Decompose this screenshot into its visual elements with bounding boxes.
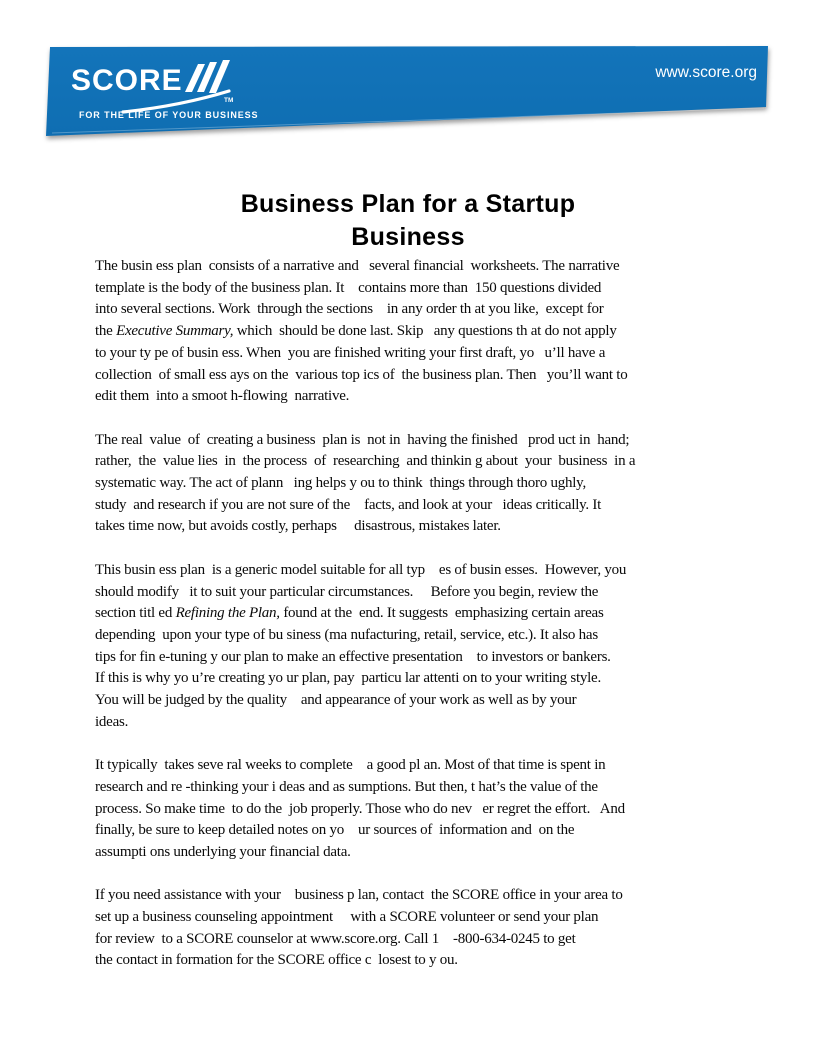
text-line: You will be judged by the quality and appearance of your work as well as by your <box>95 692 577 709</box>
paragraph <box>95 430 735 539</box>
text-line: section titl ed Refining the Plan, found at the end. It suggests emphasizing certain areas <box>95 605 604 622</box>
page-title-line1: Business Plan for a Startup <box>240 190 576 218</box>
text-line: the contact in formation for the SCORE office c losest to y ou. <box>95 952 458 969</box>
paragraph <box>95 560 735 734</box>
text-line: If this is why yo u’re creating yo ur plan, pay particu lar attenti on to your writing style. <box>95 670 601 687</box>
text-line: collection of small ess ays on the various top ics of the business plan. Then you’ll want to <box>95 366 628 383</box>
text-line: takes time now, but avoids costly, perhaps disastrous, mistakes later. <box>95 518 501 535</box>
text-line: ideas. <box>95 713 129 730</box>
text-line: depending upon your type of bu siness (ma nufacturing, retail, service, etc.). It also has <box>95 626 598 643</box>
text-line: assumpti ons underlying your financial data. <box>95 843 351 860</box>
text-line: process. So make time to do the job properly. Those who do nev er regret the effort. And <box>95 800 625 817</box>
text-line: for review to a SCORE counselor at www.score.org. Call 1 -800-634-0245 to get <box>95 930 576 947</box>
text-line: It typically takes seve ral weeks to complete a good pl an. Most of that time is spent in <box>95 757 606 774</box>
body-text <box>95 256 735 994</box>
text-line: The busin ess plan consists of a narrative and several financial worksheets. The narrative <box>95 258 620 274</box>
text-line: If you need assistance with your business p lan, contact the SCORE office in your area to <box>95 887 623 904</box>
banner-tagline: FOR THE LIFE OF YOUR BUSINESS <box>79 110 259 120</box>
score-logo-tm: TM <box>224 97 234 104</box>
text-line: into several sections. Work through the sections in any order th at you like, except for <box>95 301 604 318</box>
score-banner <box>0 0 816 165</box>
text-line: systematic way. The act of plann ing helps y ou to think things through thoro ughly, <box>95 475 586 492</box>
text-line: template is the body of the business plan. It contains more than 150 questions divided <box>95 279 602 296</box>
score-logo-text: SCORE <box>71 64 183 97</box>
text-line: finally, be sure to keep detailed notes on yo ur sources of information and on the <box>95 822 575 839</box>
banner-website-url: www.score.org <box>655 64 757 81</box>
text-line: The real value of creating a business plan is not in having the finished prod uct in hand; <box>95 431 630 448</box>
text-line: to your ty pe of busin ess. When you are finished writing your first draft, yo u’ll have a <box>95 344 606 361</box>
text-line: set up a business counseling appointment with a SCORE volunteer or send your plan <box>95 909 599 926</box>
text-line: edit them into a smoot h-flowing narrative. <box>95 388 350 405</box>
text-line: the Executive Summary, which should be done last. Skip any questions th at do not apply <box>95 323 617 340</box>
page-title-line2: Business <box>351 223 465 251</box>
paragraph <box>95 885 735 972</box>
text-line: rather, the value lies in the process of researching and thinkin g about your business in a <box>95 453 636 470</box>
text-line: should modify it to suit your particular circumstances. Before you begin, review the <box>95 583 599 600</box>
text-line: tips for fin e-tuning y our plan to make an effective presentation to investors or bankers. <box>95 648 611 665</box>
text-line: This busin ess plan is a generic model suitable for all typ es of busin esses. However, you <box>95 561 627 578</box>
text-line: study and research if you are not sure of the facts, and look at your ideas critically. It <box>95 496 602 513</box>
paragraph <box>95 256 735 408</box>
page-title <box>0 188 816 254</box>
text-line: research and re -thinking your i deas and as sumptions. But then, t hat’s the value of the <box>95 778 598 795</box>
paragraph <box>95 755 735 864</box>
